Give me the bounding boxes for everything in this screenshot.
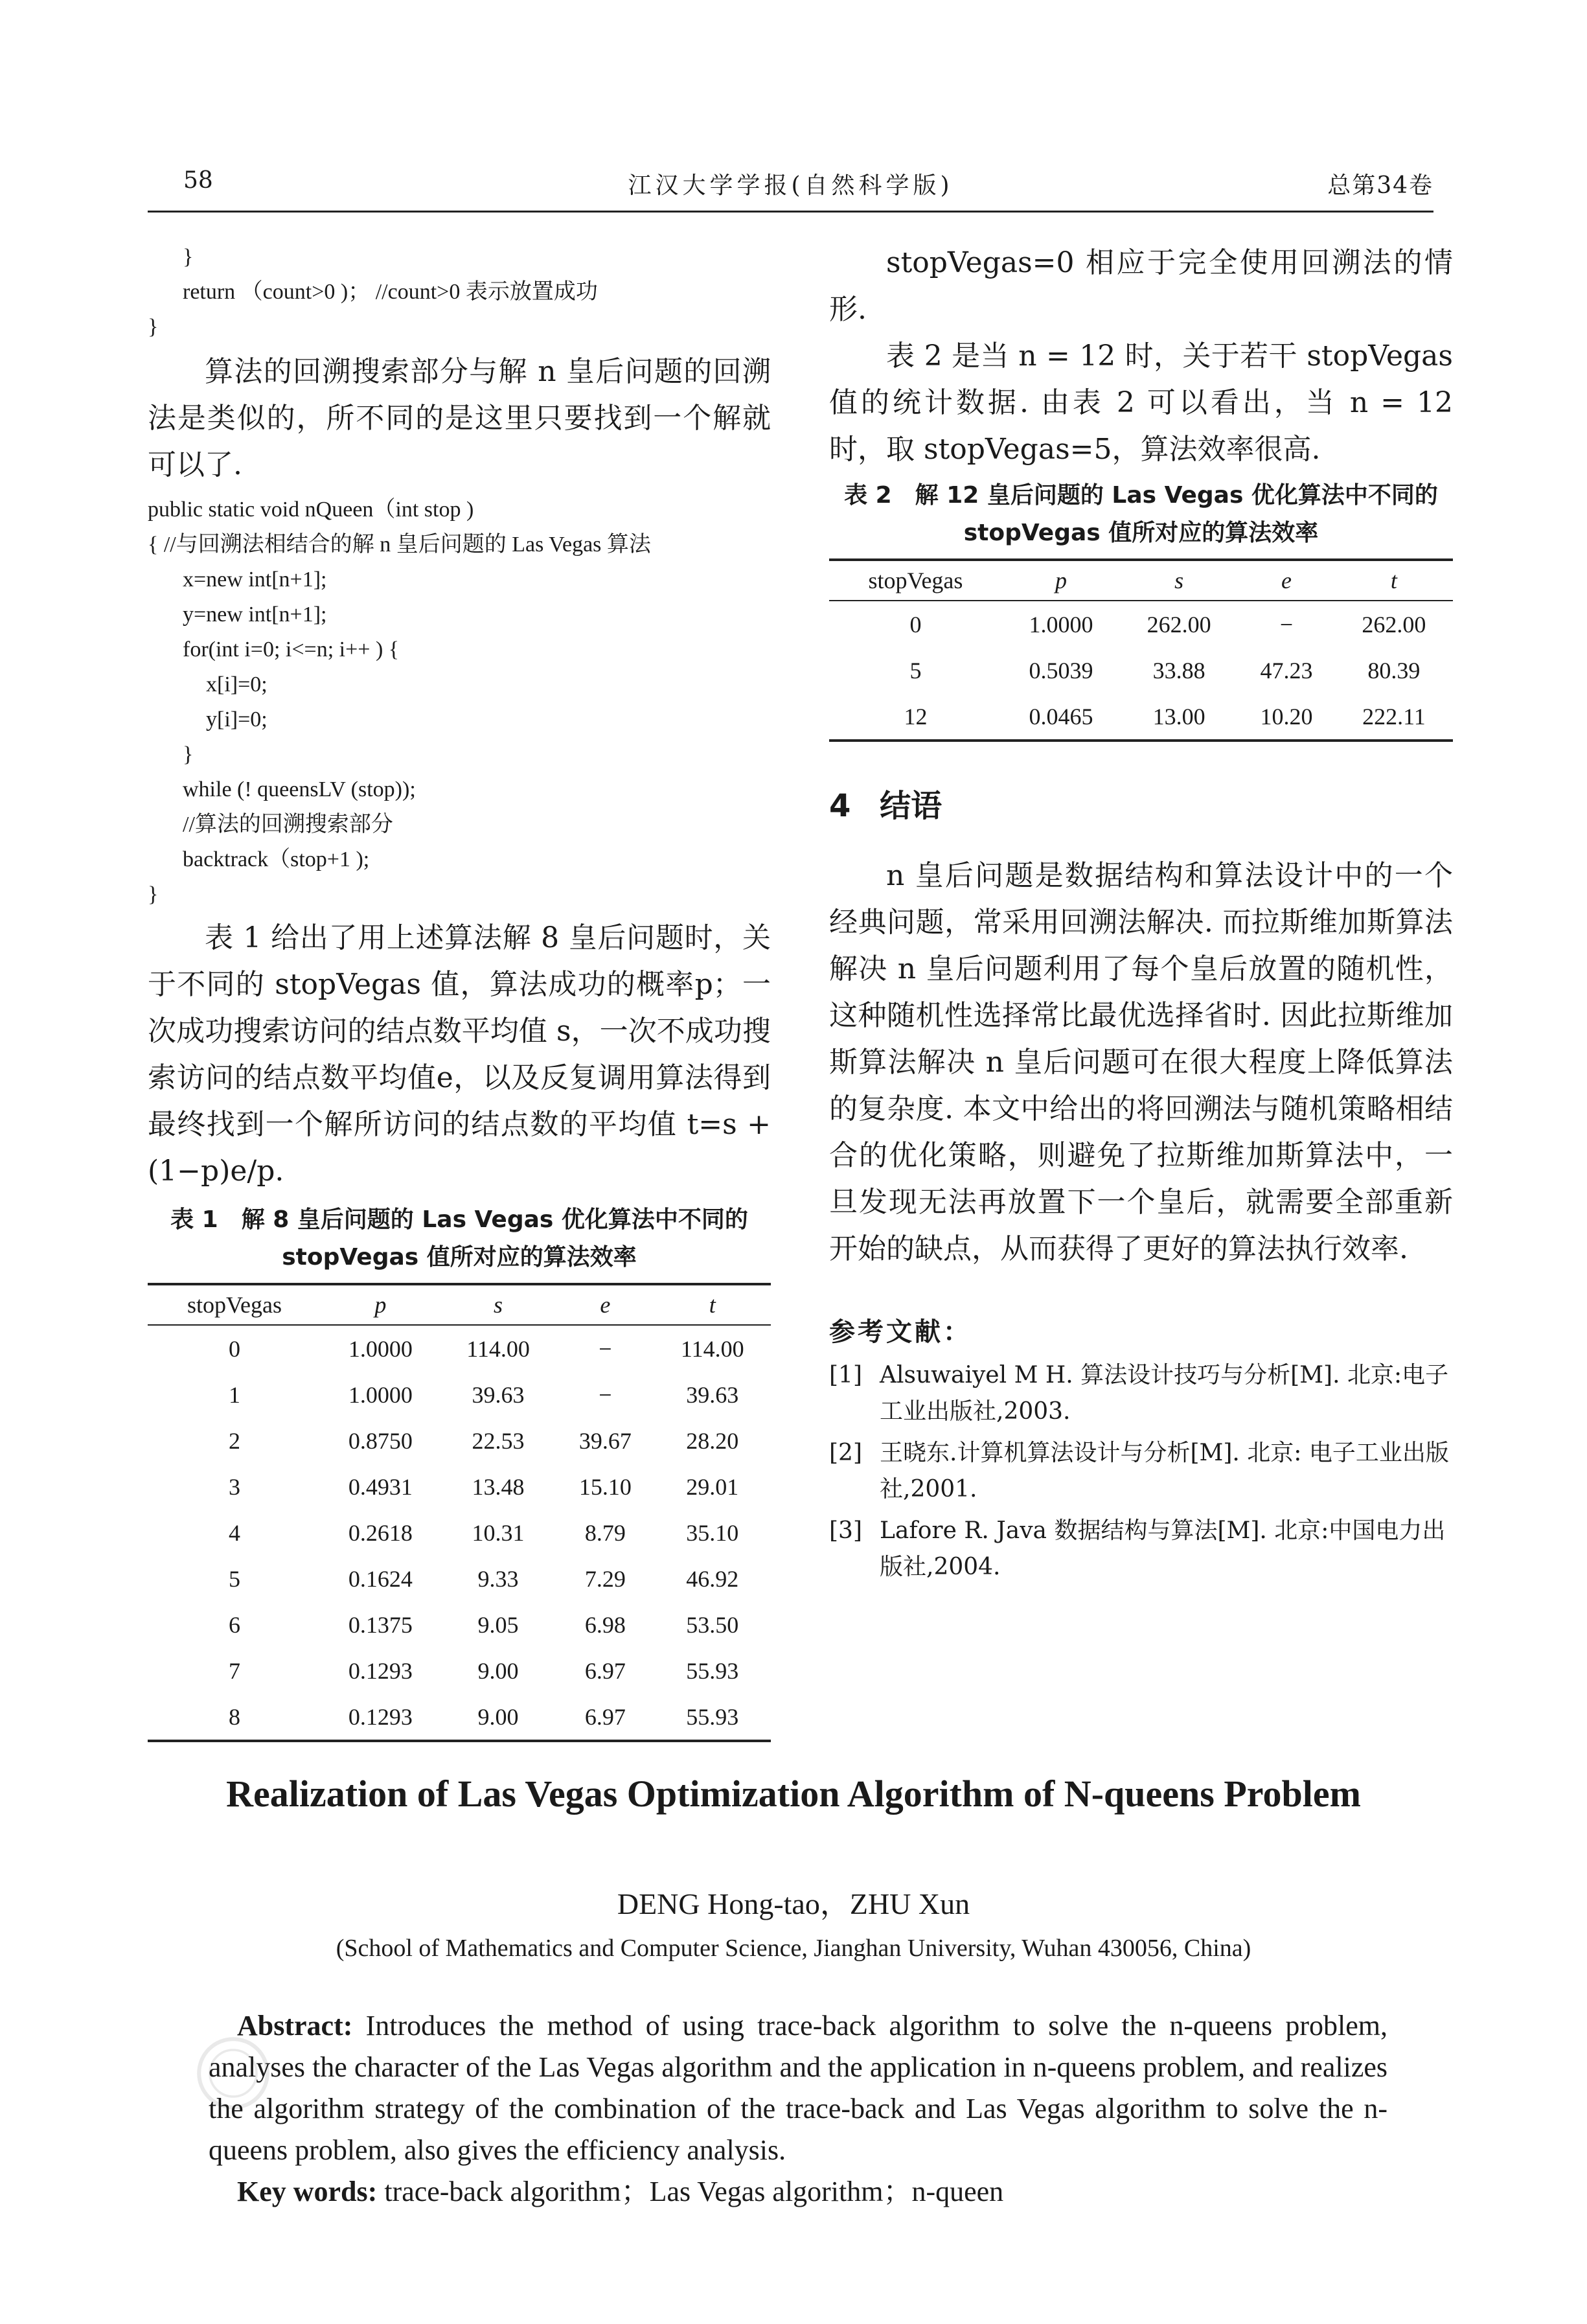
table-cell: 8.79 [584,1519,626,1546]
table-cell: 28.20 [686,1427,739,1454]
code-line: return （count>0 )； //count>0 表示放置成功 [183,280,598,304]
column-header: e [556,1284,654,1325]
section-title: 结语 [880,788,942,824]
table-cell: 1.0000 [348,1381,413,1408]
code-line: { //与回溯法相结合的解 n 皇后问题的 Las Vegas 算法 [148,533,651,557]
table-cell: 6.97 [556,1694,654,1741]
table-cell: 9.33 [477,1565,519,1592]
table-row [148,1418,771,1464]
table-cell: 0.1293 [321,1694,440,1741]
table-cell: 39.63 [472,1381,525,1408]
table1-caption-line1: 表 1 解 8 皇后问题的 Las Vegas 优化算法中不同的 [170,1206,748,1233]
table-cell: 53.50 [686,1611,739,1638]
column-header: p [1002,560,1120,601]
column-header: p [321,1284,440,1325]
column-header: e [1238,560,1335,601]
table-cell: 222.11 [1335,693,1453,741]
table-cell: 0.1624 [348,1565,413,1592]
keywords-label: Key words: [237,2176,378,2207]
table-cell: 35.10 [686,1519,739,1546]
table-cell: 13.48 [472,1473,525,1500]
column-header: stopVegas [148,1284,321,1325]
running-header [148,167,1433,206]
keywords-paragraph [209,2171,1387,2213]
table-cell: 46.92 [686,1565,739,1592]
code-line: } [183,245,194,269]
table-cell: 5 [228,1565,240,1592]
table-cell: 6.97 [584,1657,626,1684]
table-cell: 12 [829,693,1002,741]
table-header-row [148,1284,771,1325]
code-line: public static void nQueen（int stop ) [148,498,474,522]
reference-number: [3] [829,1517,862,1544]
reference-number: [1] [829,1362,862,1388]
table-cell: 0.8750 [348,1427,413,1454]
table-cell: 2 [228,1427,240,1454]
column-header: t [1335,560,1453,601]
english-abstract-block [209,2005,1387,2213]
table-cell: 0.0465 [1002,693,1120,741]
code-line: //算法的回溯搜索部分 [183,812,393,836]
journal-name: 江汉大学学报(自然科学版) [628,172,953,199]
table-cell: 4 [228,1519,240,1546]
table-cell: 0.1375 [348,1611,413,1638]
table-cell: 0 [909,611,922,638]
paragraph-table1-intro: 表 1 给出了用上述算法解 8 皇后问题时，关于不同的 stopVegas 值，算法成功的概率p；一次成功搜索访问的结点数平均值 s，一次不成功搜索访问的结点数平均值e，以及反复调用算法得到最终找到一个解所访问的结点数的平均值 t=s + (1−p)e/p. [148,921,771,1188]
column-header: s [440,1284,556,1325]
reference-item [829,1357,1453,1430]
code-block-1 [148,240,771,345]
code-line: y=new int[n+1]; [183,603,327,627]
table-cell: 114.00 [466,1335,530,1362]
english-affiliation: (School of Mathematics and Computer Science, Jianghan University, Wuhan 430056, China) [336,1935,1251,1962]
code-line: while (! queensLV (stop)); [183,777,416,801]
table-row [829,647,1453,693]
abstract-text: Introduces the method of using trace-back algorithm to solve the n-queens problem, analyses the character of the Las Vegas algorithm and the application in n-queens problem, and realizes the algorithm strategy of the combination of the trace-back and Las Vegas algorithm to solve the n-queens problem, also gives the efficiency analysis. [209,2010,1387,2166]
english-authors: DENG Hong-tao，ZHU Xun [617,1887,970,1920]
code-line: backtrack（stop+1 ); [183,847,370,871]
table-cell: 0.1293 [348,1657,413,1684]
table-cell: 8 [148,1694,321,1741]
table-cell: 7 [228,1657,240,1684]
table-cell: 1.0000 [348,1335,413,1362]
code-line: } [148,315,159,339]
table-row [148,1325,771,1372]
reference-item [829,1513,1453,1585]
table-cell: 80.39 [1367,657,1421,684]
paragraph-stopvegas0: stopVegas=0 相应于完全使用回溯法的情形. [829,246,1453,326]
column-header: s [1120,560,1238,601]
conclusion-paragraph: n 皇后问题是数据结构和算法设计中的一个经典问题，常采用回溯法解决. 而拉斯维加斯算法解决 n 皇后问题利用了每个皇后放置的随机性，这种随机性选择常比最优选择省时. 因此拉斯维加斯算法解决 n 皇后问题可在很大程度上降低算法的复杂度. 本文中给出的将回溯法与随机策略相结合的优化策略，则避免了拉斯维加斯算法中，一旦发现无法再放置下一个皇后，就需要全部重新开始的缺点，从而获得了更好的算法执行效率. [829,859,1453,1265]
table-row [148,1464,771,1510]
right-column [829,240,1453,1591]
table-header-row [829,560,1453,601]
section-number: 4 [829,788,851,824]
table2-caption [829,477,1453,552]
reference-text: 王晓东.计算机算法设计与分析[M]. 北京: 电子工业出版社,2001. [880,1440,1449,1502]
reference-text: Alsuwaiyel M H. 算法设计技巧与分析[M]. 北京:电子工业出版社,2003. [880,1362,1449,1425]
table-row [148,1648,771,1694]
reference-list [829,1357,1453,1585]
table2 [829,558,1453,742]
section-heading [829,781,1453,825]
keywords-text: trace-back algorithm；Las Vegas algorithm；n-queen [384,2176,1004,2207]
reference-item [829,1435,1453,1508]
english-title: Realization of Las Vegas Optimization Algorithm of N-queens Problem [226,1773,1361,1815]
abstract-label: Abstract: [237,2010,353,2042]
table-cell: 9.00 [477,1657,519,1684]
table-cell: 5 [909,657,922,684]
code-line: y[i]=0; [206,708,268,731]
table-cell: 262.00 [1147,611,1211,638]
table-cell: 7.29 [584,1565,626,1592]
table-cell: 1 [228,1381,240,1408]
table-cell: 3 [228,1473,240,1500]
abstract-paragraph [209,2005,1387,2171]
code-line: } [148,882,159,906]
paragraph-backtrack: 算法的回溯搜索部分与解 n 皇后问题的回溯法是类似的，所不同的是这里只要找到一个解就可以了. [148,355,771,481]
table-cell: 0.2618 [348,1519,413,1546]
table-row [829,601,1453,647]
table-cell: 22.53 [472,1427,525,1454]
code-line: for(int i=0; i<=n; i++ ) { [183,638,400,662]
column-header: stopVegas [829,560,1002,601]
table-cell: 39.63 [686,1381,739,1408]
code-line: } [183,742,194,766]
table-cell: 15.10 [578,1473,632,1500]
table-cell: 0.5039 [1029,657,1093,684]
table-cell: − [599,1381,612,1408]
references-heading: 参考文献： [829,1317,972,1347]
table-cell: 262.00 [1362,611,1426,638]
table-cell: 0 [228,1335,240,1362]
code-line: x=new int[n+1]; [183,568,327,592]
table-row [148,1372,771,1418]
page-number: 58 [183,167,213,194]
table-row [148,1510,771,1556]
reference-number: [2] [829,1440,862,1466]
table-cell: 39.67 [578,1427,632,1454]
table-cell: 9.05 [477,1611,519,1638]
table-cell: 10.31 [472,1519,525,1546]
header-rule [148,211,1433,213]
table2-caption-line1: 表 2 解 12 皇后问题的 Las Vegas 优化算法中不同的 [844,482,1438,509]
table-cell: 6 [228,1611,240,1638]
table-cell: − [1279,611,1294,638]
table-cell: 55.93 [686,1657,739,1684]
column-header: t [654,1284,771,1325]
table-cell: 1.0000 [1029,611,1093,638]
table-cell: 9.00 [440,1694,556,1741]
table-cell: 6.98 [584,1611,626,1638]
table-cell: 29.01 [686,1473,739,1500]
paragraph-table2-intro: 表 2 是当 n = 12 时，关于若干 stopVegas 值的统计数据. 由表 2 可以看出，当 n = 12 时，取 stopVegas=5，算法效率很高. [829,339,1453,466]
reference-text: Lafore R. Java 数据结构与算法[M]. 北京:中国电力出版社,2004. [880,1517,1446,1580]
table-row [829,693,1453,741]
table-cell: 13.00 [1120,693,1238,741]
table-cell: − [599,1335,612,1362]
table2-caption-line2: stopVegas 值所对应的算法效率 [963,520,1319,546]
table-row [148,1556,771,1602]
table-cell: 47.23 [1260,657,1313,684]
code-block-2 [148,492,771,912]
table-row [148,1602,771,1648]
table-cell: 55.93 [654,1694,771,1741]
table-cell: 114.00 [680,1335,744,1362]
volume-label: 总第34卷 [1327,172,1433,199]
code-line: x[i]=0; [206,673,268,696]
left-column [148,240,771,1742]
table1-caption [148,1201,771,1276]
table-cell: 0.4931 [348,1473,413,1500]
table1 [148,1283,771,1742]
table1-caption-line2: stopVegas 值所对应的算法效率 [282,1244,637,1271]
table-cell: 33.88 [1152,657,1205,684]
table-row [148,1694,771,1741]
table-cell: 10.20 [1238,693,1335,741]
